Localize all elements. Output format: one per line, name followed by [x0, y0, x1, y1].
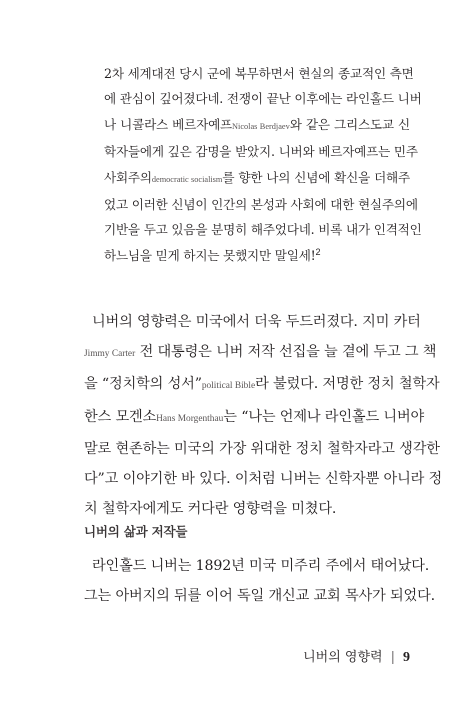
text-run: 에 관심이 깊어졌다네. 전쟁이 끝난 이후에는 라인홀드 니버	[104, 91, 422, 107]
original-term: democratic socialism	[151, 174, 223, 184]
block-quote	[104, 61, 422, 268]
text-run: 말로 현존하는 미국의 가장 위대한 정치 철학자라고 생각한	[84, 440, 440, 457]
text-line	[104, 139, 418, 164]
text-run: 사회주의	[104, 169, 152, 185]
text-run: 한스 모겐소	[84, 408, 157, 425]
text-run: 하느님을 믿게 하지는 못했지만 말일세!	[104, 247, 316, 263]
text-run: 학자들에게 깊은 감명을 받았지. 니버와 베르자예프는 민주	[104, 144, 418, 160]
original-term: Nicolas Berdjaev	[232, 121, 290, 131]
text-line	[84, 307, 421, 337]
text-line	[84, 581, 436, 611]
footer-separator: |	[390, 650, 395, 665]
text-line	[84, 369, 440, 401]
page-number: 9	[403, 650, 410, 665]
text-line	[84, 402, 425, 434]
text-line	[84, 551, 430, 581]
original-term: political Bible	[201, 381, 256, 392]
text-line	[84, 494, 410, 524]
text-line	[104, 217, 422, 242]
text-run: 라인홀드 니버는 1892년 미국 미주리 주에서 태어났다.	[92, 558, 430, 574]
text-run: 었고 이러한 신념이 인간의 본성과 사회에 대한 현실주의에	[104, 197, 418, 213]
text-run: 다”고 이야기한 바 있다. 이처럼 니버는 신학자뿐 아니라 정	[84, 471, 443, 488]
text-line	[104, 61, 414, 86]
original-term: Hans Morgenthau	[156, 413, 224, 424]
text-line	[84, 434, 440, 464]
text-run: 니버의 영향력은 미국에서 더욱 두드러졌다. 지미 카터	[92, 314, 421, 330]
text-line	[104, 165, 410, 192]
text-run: 을 “정치학의 성서”	[84, 376, 202, 393]
text-line	[104, 192, 418, 217]
text-run: 치 철학자에게도 커다란 영향력을 미쳤다.	[84, 501, 337, 518]
text-run: 그는 아버지의 뒤를 이어 독일 개신교 교회 목사가 되었다.	[84, 588, 436, 605]
text-line	[84, 464, 443, 494]
page-footer	[303, 646, 410, 666]
text-line	[84, 337, 437, 369]
text-line	[104, 86, 422, 111]
running-title: 니버의 영향력	[303, 650, 383, 665]
section-heading: 니버의 삶과 저작들	[84, 524, 188, 539]
text-run: 전 대통령은 니버 저작 선집을 늘 곁에 두고 그 책	[135, 344, 437, 361]
text-run: 와 같은 그리스도교 신	[289, 116, 410, 132]
text-run: 라 불렀다. 저명한 정치 철학자	[255, 376, 440, 393]
text-line	[104, 112, 410, 139]
text-run: 나 니콜라스 베르자예프	[104, 116, 233, 132]
paragraph-niebuhr-life	[84, 551, 436, 611]
text-line	[104, 243, 410, 268]
text-run: 를 향한 나의 신념에 확신을 더해주	[222, 169, 410, 185]
text-run: 기반을 두고 있음을 분명히 해주었다네. 비록 내가 인격적인	[104, 222, 422, 238]
original-term: Jimmy Carter	[84, 349, 136, 360]
footnote-marker: 2	[315, 246, 321, 257]
paragraph-niebuhr-influence	[84, 307, 443, 524]
text-run: 는 “나는 언제나 라인홀드 니버야	[223, 408, 425, 425]
text-run: 2차 세계대전 당시 군에 복무하면서 현실의 종교적인 측면	[104, 66, 414, 81]
